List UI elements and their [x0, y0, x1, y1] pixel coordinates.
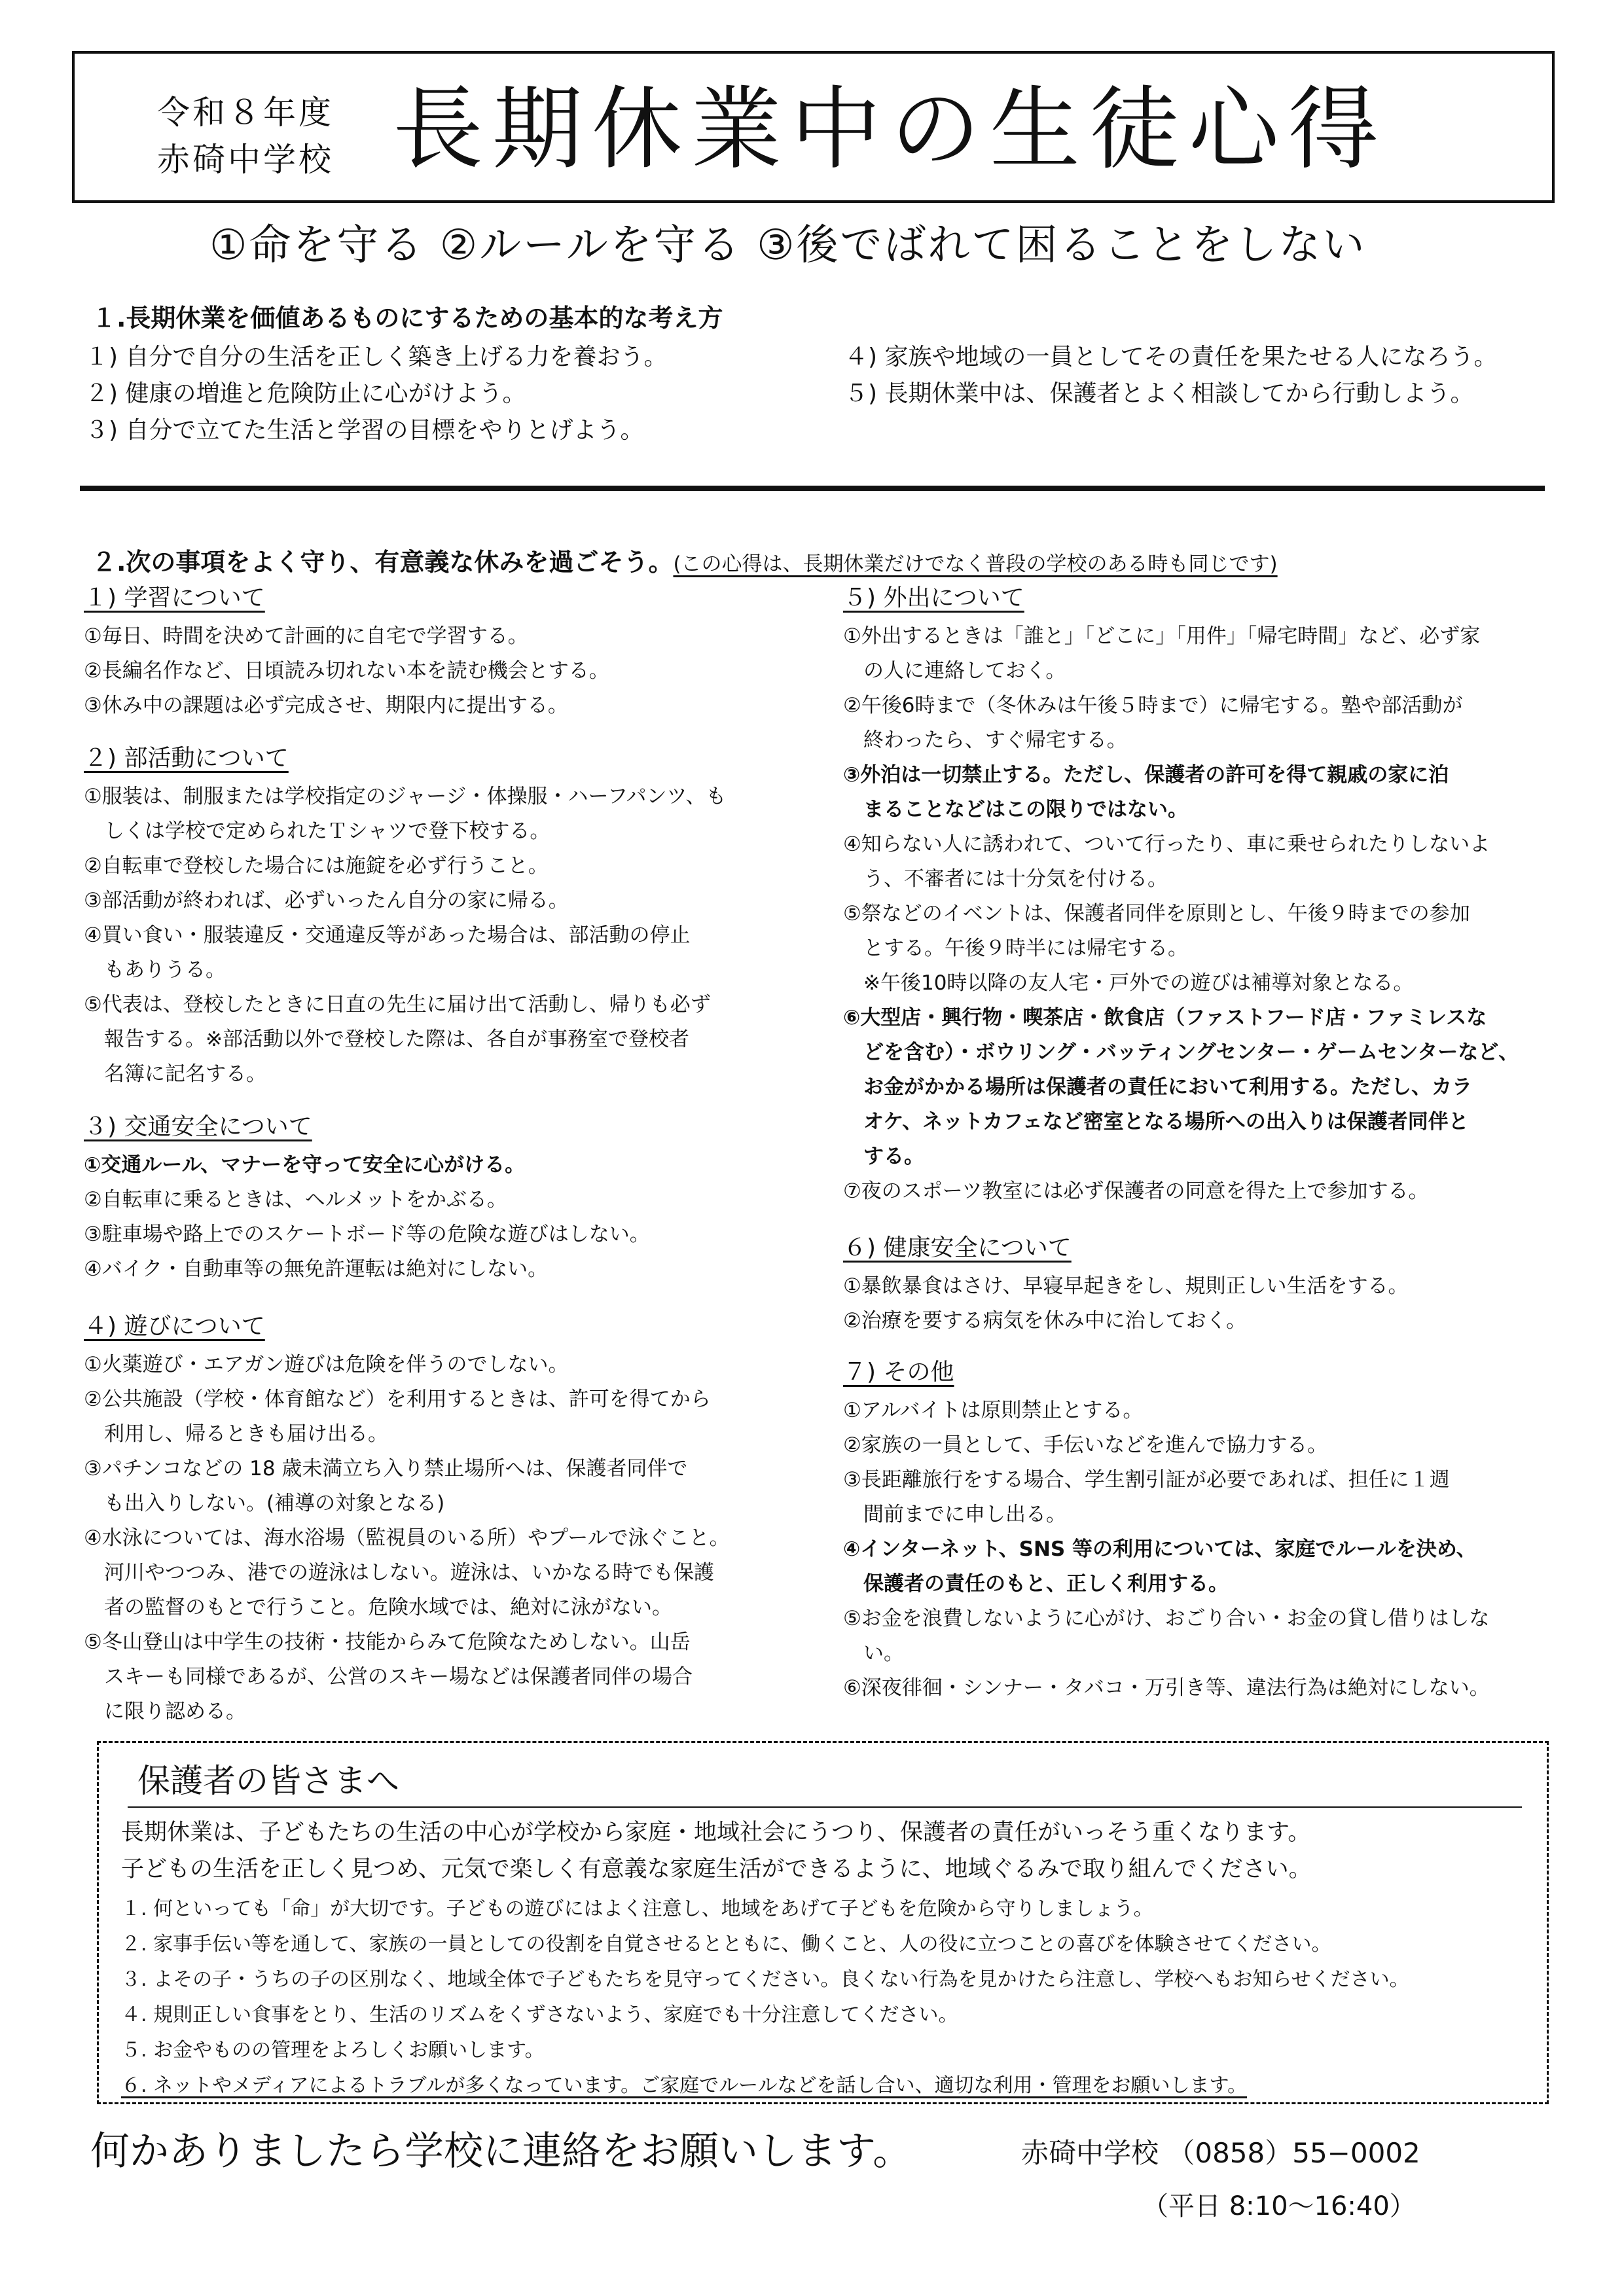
study-heading: １) 学習について — [84, 584, 265, 611]
contact-message: 何かありましたら学校に連絡をお願いします。 — [90, 2128, 912, 2174]
list-item: 名簿に記名する。 — [84, 1062, 266, 1086]
list-item: ①服装は、制服または学校指定のジャージ・体操服・ハーフパンツ、も — [84, 785, 727, 808]
list-item: １) 自分で自分の生活を正しく築き上げる力を養おう。 — [85, 344, 668, 370]
outing-heading: ５) 外出について — [843, 584, 1024, 611]
list-item: ①毎日、時間を決めて計画的に自宅で学習する。 — [84, 624, 528, 648]
list-item: ２. 家事手伝い等を通して、家族の一員としての役割を自覚させるとともに、働くこと、人の役に立つことの喜びを体験させてください。 — [121, 1933, 1331, 1956]
title-meta — [157, 89, 334, 183]
section1-title: １.長期休業を価値あるものにするための基本的な考え方 — [92, 304, 723, 332]
list-item: ②午後6時まで（冬休みは午後５時まで）に帰宅する。塾や部活動が — [843, 694, 1463, 717]
section2-header — [92, 542, 1278, 578]
club-section — [84, 740, 726, 1092]
list-item: ③パチンコなどの 18 歳未満立ち入り禁止場所へは、保護者同伴で — [84, 1457, 688, 1480]
list-item: の人に連絡しておく。 — [843, 659, 1066, 683]
play-heading: ４) 遊びについて — [84, 1313, 265, 1340]
section1-right-list — [844, 339, 1498, 412]
list-item: ⑤お金を浪費しないように心がけ、おごり合い・お金の貸し借りはしな — [843, 1607, 1490, 1630]
list-item: 利用し、帰るときも届け出る。 — [84, 1422, 388, 1446]
list-item: ４) 家族や地域の一員としてその責任を果たせる人になろう。 — [844, 344, 1498, 370]
list-item: ②家族の一員として、手伝いなどを進んで協力する。 — [843, 1433, 1328, 1457]
list-item: どを含む）・ボウリング・バッティングセンター・ゲームセンターなど、 — [843, 1041, 1519, 1064]
list-item: ①交通ルール、マナーを守って安全に心がける。 — [84, 1153, 526, 1177]
other-section — [843, 1354, 1490, 1706]
list-item: ６. ネットやメディアによるトラブルが多くなっています。ご家庭でルールなどを話し合い、適切な利用・管理をお願いします。 — [121, 2074, 1248, 2097]
play-section — [84, 1308, 730, 1729]
list-item: ３) 自分で立てた生活と学習の目標をやりとげよう。 — [85, 417, 644, 444]
list-item: 報告する。※部活動以外で登校した際は、各自が事務室で登校者 — [84, 1028, 689, 1051]
list-item: う、不審者には十分気を付ける。 — [843, 867, 1168, 891]
club-heading: ２) 部活動について — [84, 745, 289, 772]
list-item: ⑦夜のスポーツ教室には必ず保護者の同意を得た上で参加する。 — [843, 1179, 1429, 1203]
list-item: 間前までに申し出る。 — [843, 1503, 1066, 1526]
list-item: ③部活動が終われば、必ずいったん自分の家に帰る。 — [84, 889, 569, 912]
list-item: しくは学校で定められたＴシャツで登下校する。 — [84, 819, 550, 843]
list-item: ⑤祭などのイベントは、保護者同伴を原則とし、午後９時までの参加 — [843, 902, 1470, 925]
list-item: お金がかかる場所は保護者の責任において利用する。ただし、カラ — [843, 1075, 1472, 1099]
list-item: ②長編名作など、日頃読み切れない本を読む機会とする。 — [84, 659, 609, 683]
list-item: ⑥深夜徘徊・シンナー・タバコ・万引き等、違法行為は絶対にしない。 — [843, 1676, 1490, 1700]
list-item: 河川やつつみ、港での遊泳はしない。遊泳は、いかなる時でも保護 — [84, 1561, 714, 1585]
list-item: ①外出するときは「誰と」「どこに」「用件」「帰宅時間」など、必ず家 — [843, 624, 1481, 648]
list-item: １. 何といっても「命」が大切です。子どもの遊びにはよく注意し、地域をあげて子どもを危険から守りしましょう。 — [121, 1897, 1153, 1920]
health-heading: ６) 健康安全について — [843, 1234, 1072, 1261]
list-item: もありうる。 — [84, 958, 226, 982]
school-name: 赤碕中学校 — [157, 141, 334, 179]
list-item: オケ、ネットカフェなど密室となる場所への出入りは保護者同伴と — [843, 1110, 1469, 1134]
list-item: ③長距離旅行をする場合、学生割引証が必要であれば、担任に１週 — [843, 1468, 1450, 1492]
list-item: ③休み中の課題は必ず完成させ、期限内に提出する。 — [84, 694, 568, 717]
traffic-heading: ３) 交通安全について — [84, 1113, 312, 1140]
traffic-section — [84, 1108, 650, 1287]
list-item: ⑤冬山登山は中学生の技術・技能からみて危険なためしない。山岳 — [84, 1630, 691, 1654]
list-item: ⑤代表は、登校したときに日直の先生に届け出て活動し、帰りも必ず — [84, 993, 711, 1016]
motto: ①命を守る ②ルールを守る ③後でばれて困ることをしない — [209, 221, 1367, 270]
list-item: ３. よその子・うちの子の区別なく、地域全体で子どもたちを見守ってください。良くない行為を見かけたら注意し、学校へもお知らせください。 — [121, 1968, 1409, 1991]
list-item: 保護者の責任のもと、正しく利用する。 — [843, 1572, 1229, 1596]
list-item: ②自転車に乗るときは、ヘルメットをかぶる。 — [84, 1188, 507, 1211]
list-item: ②治療を要する病気を休み中に治しておく。 — [843, 1309, 1247, 1333]
list-item: ④買い食い・服装違反・交通違反等があった場合は、部活動の停止 — [84, 924, 691, 947]
list-item: ①火薬遊び・エアガン遊びは危険を伴うのでしない。 — [84, 1353, 569, 1376]
section1-left-list — [85, 339, 668, 449]
list-item: ③外泊は一切禁止する。ただし、保護者の許可を得て親戚の家に泊 — [843, 763, 1449, 787]
list-item: ２) 健康の増進と危険防止に心がけよう。 — [85, 380, 526, 407]
list-item: ②自転車で登校した場合には施錠を必ず行うこと。 — [84, 854, 549, 878]
list-item: ４. 規則正しい食事をとり、生活のリズムをくずさないよう、家庭でも十分注意してください。 — [121, 2003, 958, 2026]
section2-title: ２.次の事項をよく守り、有意義な休みを過ごそう。 — [92, 548, 674, 577]
guardian-title-underline — [128, 1806, 1522, 1808]
list-item: に限り認める。 — [84, 1700, 246, 1723]
list-item: ５. お金やものの管理をよろしくお願いします。 — [121, 2039, 545, 2062]
list-item: ①暴飲暴食はさけ、早寝早起きをし、規則正しい生活をする。 — [843, 1274, 1409, 1298]
list-item: ④水泳については、海水浴場（監視員のいる所）やプールで泳ぐこと。 — [84, 1526, 730, 1550]
list-item: ④知らない人に誘われて、ついて行ったり、車に乗せられたりしないよ — [843, 833, 1490, 856]
list-item: ①アルバイトは原則禁止とする。 — [843, 1399, 1144, 1422]
other-heading: ７) その他 — [843, 1359, 954, 1386]
list-item: ③駐車場や路上でのスケートボード等の危険な遊びはしない。 — [84, 1223, 650, 1246]
list-item: い。 — [843, 1641, 904, 1665]
guardian-intro-line: 子どもの生活を正しく見つめ、元気で楽しく有意義な家庭生活ができるように、地域ぐるみで取り組んでください。 — [121, 1856, 1312, 1882]
guardian-list — [121, 1892, 1409, 2104]
list-item: ④バイク・自動車等の無免許運転は絶対にしない。 — [84, 1257, 549, 1281]
school-year: 令和８年度 — [157, 94, 334, 132]
list-item: スキーも同様であるが、公営のスキー場などは保護者同伴の場合 — [84, 1665, 693, 1689]
health-section — [843, 1229, 1409, 1338]
guardian-title: 保護者の皆さまへ — [137, 1762, 399, 1800]
section2-note: (この心得は、長期休業だけでなく普段の学校のある時も同じです) — [673, 552, 1278, 576]
list-item: ※午後10時以降の友人宅・戸外での遊びは補導対象となる。 — [843, 971, 1414, 995]
section-divider — [80, 486, 1545, 491]
list-item: ②公共施設（学校・体育館など）を利用するときは、許可を得てから — [84, 1388, 711, 1411]
list-item: ④インターネット、SNS 等の利用については、家庭でルールを決め、 — [843, 1537, 1477, 1561]
list-item: する。 — [843, 1145, 924, 1168]
list-item: ５) 長期休業中は、保護者とよく相談してから行動しよう。 — [844, 380, 1474, 407]
list-item: ⑥大型店・興行物・喫茶店・飲食店（ファストフード店・ファミレスな — [843, 1006, 1487, 1030]
contact-hours: （平日 8:10〜16:40） — [1142, 2191, 1416, 2221]
list-item: とする。午後９時半には帰宅する。 — [843, 937, 1188, 960]
outing-section — [843, 579, 1519, 1209]
list-item: まることなどはこの限りではない。 — [843, 798, 1188, 821]
guardian-intro — [121, 1814, 1312, 1888]
list-item: も出入りしない。(補導の対象となる) — [84, 1492, 445, 1515]
study-section — [84, 579, 609, 723]
list-item: 者の監督のもとで行うこと。危険水域では、絶対に泳がない。 — [84, 1596, 672, 1619]
page-title: 長期休業中の生徒心得 — [393, 77, 1388, 182]
list-item: 終わったら、すぐ帰宅する。 — [843, 728, 1127, 752]
guardian-intro-line: 長期休業は、子どもたちの生活の中心が学校から家庭・地域社会にうつり、保護者の責任がいっそう重くなります。 — [121, 1820, 1311, 1846]
contact-school-phone: 赤碕中学校 （0858）55−0002 — [1021, 2137, 1420, 2169]
